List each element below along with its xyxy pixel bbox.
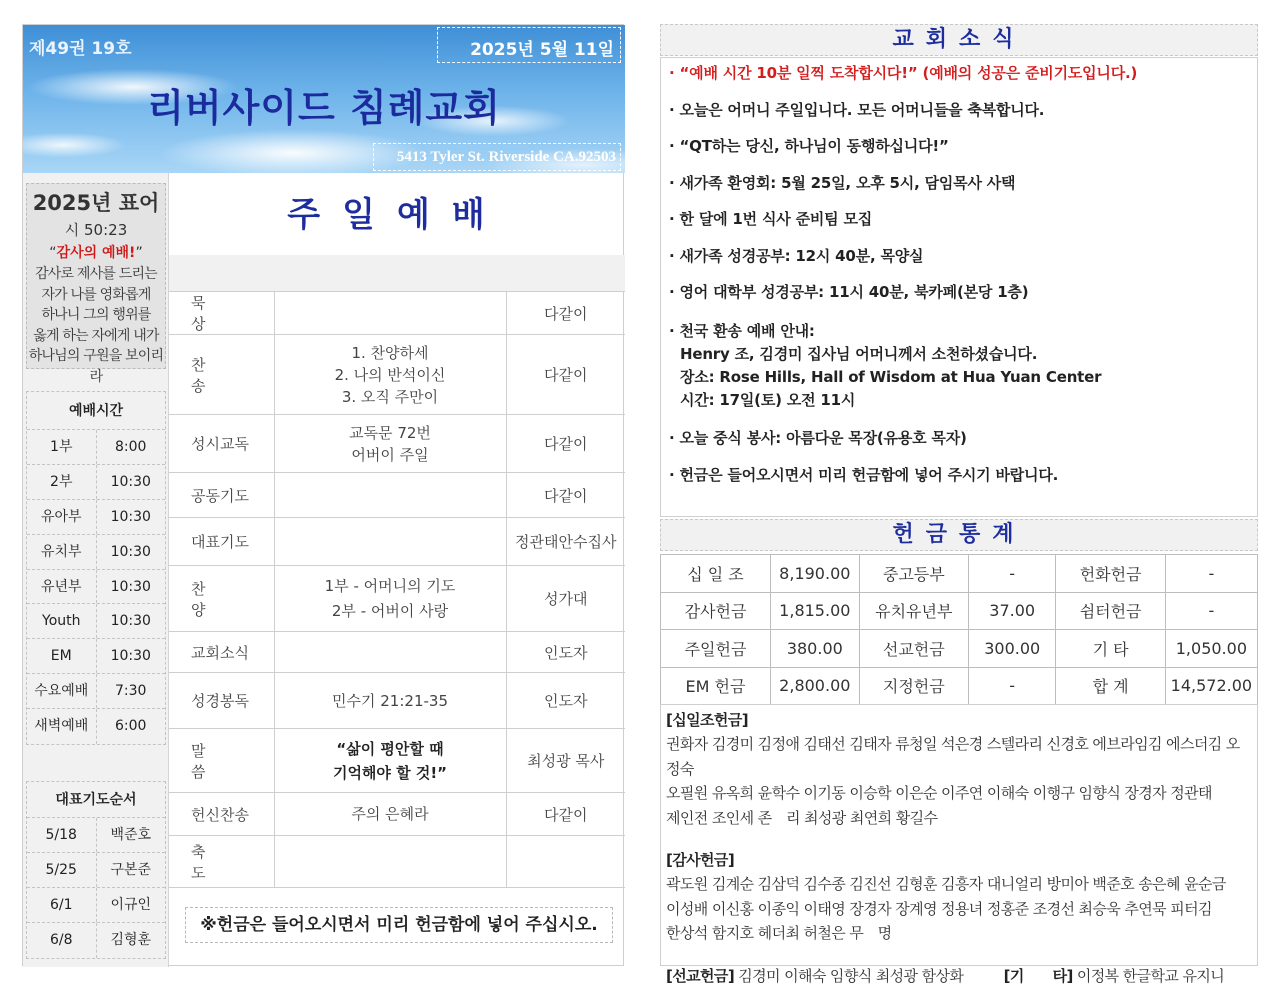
left-sidebar [23, 173, 169, 967]
worship-time-row: 유치부 10:30 [27, 535, 165, 570]
bulletin-right-page [660, 24, 1258, 986]
volume-number: 제49권 19호 [29, 39, 132, 59]
year-motto-box [26, 183, 166, 385]
news-item: · 오늘은 어머니 주일입니다. 모든 어머니들을 축복합니다. [669, 100, 1045, 119]
thanks-donors: [감사헌금] 곽도원 김계순 김삼덕 김수종 김진선 김형훈 김흥자 대니얼리 방미아 백준호 송은혜 윤순금 이성배 이신홍 이종익 이태영 장경자 장계영 정용녀 정홍준 조경선 최승욱 추연묵 피터김 한상석 함지호 헤더최 허철은 무 명 [666, 851, 1226, 943]
mission-and-other-donors: [선교헌금] 김경미 이해숙 임향식 최성광 함상화 [기 타] 이정복 한글학교 유지니 [666, 966, 1225, 985]
news-item: · 오늘 중식 봉사: 아름다운 목장(유용호 목자) [669, 429, 967, 447]
news-item: · “QT하는 당신, 하나님이 동행하십니다!” [669, 137, 949, 155]
offering-note: ※헌금은 들어오시면서 미리 헌금함에 넣어 주십시오. [185, 907, 613, 943]
worship-time-row: Youth 10:30 [27, 604, 165, 639]
prayer-order-title: 대표기도순서 [27, 782, 165, 818]
motto-verse-text: 감사로 제사를 드리는 자가 나를 영화롭게 하나니 그의 행위를 옳게 하는 자에게 내가 하나님의 구원을 보이리라 [28, 266, 164, 385]
worship-times-table [26, 391, 166, 745]
worship-times-title: 예배시간 [27, 392, 165, 430]
worship-time-row: 유아부 10:30 [27, 500, 165, 535]
news-item: · “예배 시간 10분 일찍 도착합시다!” (예배의 성공은 준비기도입니다.) [669, 64, 1138, 82]
news-item: · 새가족 성경공부: 12시 40분, 목양실 [669, 246, 924, 265]
service-row: 말씀 “삶이 평안할 때 기억해야 할 것!” 최성광 목사 [169, 729, 625, 793]
church-news-list [660, 57, 1258, 517]
worship-time-row: 2부 10:30 [27, 465, 165, 500]
worship-time-row: 수요예배 7:30 [27, 674, 165, 709]
service-row: 성경봉독 민수기 21:21-35 인도자 [169, 673, 625, 729]
service-row: 대표기도 정관태안수집사 [169, 518, 625, 566]
service-row: 축도 [169, 836, 625, 888]
worship-time-row: 새벽예배 6:00 [27, 709, 165, 744]
prayer-order-row: 5/25 구본준 [27, 853, 165, 888]
offering-row: 감사헌금 1,815.00 유치유년부 37.00 쉼터헌금 - [661, 592, 1258, 630]
tithe-donors: [십일조헌금] 권화자 김경미 김정애 김태선 김태자 류청일 석은경 스텔라리 신경호 에브라임김 에스더김 오정숙 오필원 유옥희 윤학수 이기동 이승학 이은순 이주연 이해숙 이행구 임향식 장경자 정관태 제인전 조인세 존 리 최성광 최연희 황길수 [666, 711, 1240, 827]
offering-row: 십 일 조 8,190.00 중고등부 - 헌화헌금 - [661, 555, 1258, 593]
news-item: · 한 달에 1번 식사 준비팀 모집 [669, 210, 873, 228]
prayer-order-row: 6/1 이규인 [27, 888, 165, 923]
church-address: 5413 Tyler St. Riverside CA.92503 [373, 143, 621, 171]
service-row: 찬양 1부 - 어머니의 기도 2부 - 어버이 사랑 성가대 [169, 566, 625, 632]
sermon-title: “삶이 평안할 때 기억해야 할 것!” [274, 729, 506, 793]
news-section-title: 교회소식 [660, 24, 1258, 56]
service-order-table [169, 291, 625, 888]
donor-list [660, 704, 1258, 985]
service-row: 성시교독 교독문 72번 어버이 주일 다같이 [169, 415, 625, 473]
offering-row: 주일헌금 380.00 선교헌금 300.00 기 타 1,050.00 [661, 630, 1258, 668]
prayer-order-table [26, 781, 166, 959]
news-item: · 영어 대학부 성경공부: 11시 40분, 북카페(본당 1층) [669, 283, 1029, 301]
header-banner [23, 25, 625, 173]
service-row: 공동기도 다같이 [169, 473, 625, 518]
worship-time-row: 유년부 10:30 [27, 570, 165, 605]
motto-year-title: 2025년 표어 [32, 191, 160, 215]
news-item: · 헌금은 들어오시면서 미리 헌금함에 넣어 주시기 바랍니다. [669, 465, 1059, 484]
service-row: 교회소식 인도자 [169, 632, 625, 673]
church-name: 리버사이드 침례교회 [147, 86, 501, 130]
offering-stats-table [660, 554, 1258, 705]
news-item: · 새가족 환영회: 5월 25일, 오후 5시, 담임목사 사택 [669, 173, 1016, 192]
offering-row: EM 헌금 2,800.00 지정헌금 - 합 계 14,572.00 [661, 667, 1258, 705]
service-row: 헌신찬송 주의 은혜라 다같이 [169, 793, 625, 836]
news-item-funeral: · 천국 환송 예배 안내: Henry 조, 김경미 집사님 어머니께서 소천하셨습니다. 장소: Rose Hills, Hall of Wisdom at Hua Yuan Center 시간: 17일(토) 오전 11시 [669, 321, 1102, 409]
prayer-order-row: 5/18 백준호 [27, 818, 165, 853]
service-order-column [169, 173, 625, 967]
worship-time-row: 1부 8:00 [27, 430, 165, 465]
worship-time-row: EM 10:30 [27, 639, 165, 674]
service-row: 묵상 다같이 [169, 292, 625, 335]
motto-reference: 시 50:23 [64, 221, 128, 239]
bulletin-date: 2025년 5월 11일 [437, 27, 621, 63]
service-row: 찬송 1. 찬양하세 2. 나의 반석이신 3. 오직 주만이 다같이 [169, 335, 625, 415]
motto-theme: “감사의 예배!” [49, 245, 143, 261]
service-title: 주일예배 [287, 195, 507, 235]
prayer-order-row: 6/8 김형훈 [27, 923, 165, 958]
bulletin-left-page [22, 24, 624, 966]
offering-section-title: 헌금통계 [660, 519, 1258, 551]
service-title-gap [169, 255, 625, 291]
